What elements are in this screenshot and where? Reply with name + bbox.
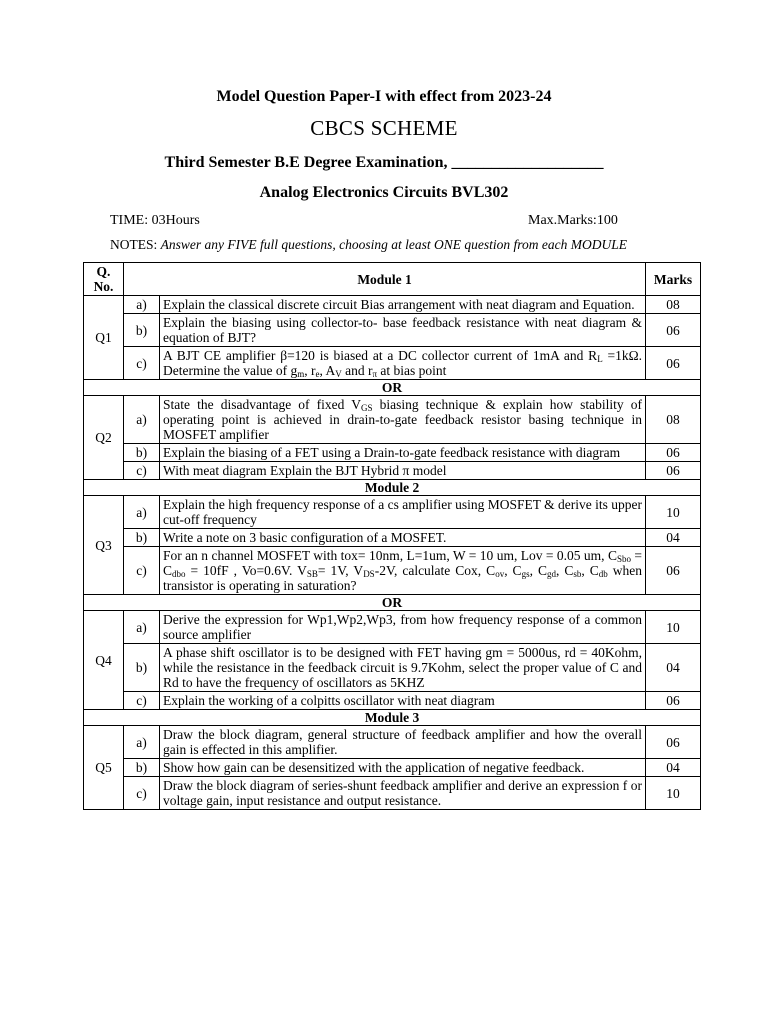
table-row (84, 296, 701, 314)
question-number: Q1 (84, 296, 124, 380)
question-number: Q3 (84, 496, 124, 595)
question-part: a) (124, 726, 160, 759)
question-marks: 04 (646, 759, 701, 777)
question-part: c) (124, 777, 160, 810)
question-part: a) (124, 496, 160, 529)
table-row (84, 444, 701, 462)
notes (110, 237, 627, 253)
question-text: Derive the expression for Wp1,Wp2,Wp3, from how frequency response of a common source amplifier (160, 611, 646, 644)
question-marks: 06 (646, 444, 701, 462)
table-header-row (84, 263, 701, 296)
question-marks: 06 (646, 347, 701, 380)
notes-text: Answer any FIVE full questions, choosing at least ONE question from each MODULE (160, 237, 627, 252)
qno-header: Q. No. (84, 263, 124, 296)
question-text: Explain the classical discrete circuit Bias arrangement with neat diagram and Equation. (160, 296, 646, 314)
question-number: Q2 (84, 396, 124, 480)
marks-header: Marks (646, 263, 701, 296)
question-text: For an n channel MOSFET with tox= 10nm, L=1um, W = 10 um, Lov = 0.05 um, $C_{Sbo} = C_{dbo} = 10fF$ , Vo=0.6V. $V_{SB}= 1V$, $V_{DS}-2V$, calculate Cox, $C_{ov}$, $C_{gs}$, $C_{gd}$, $C_{sb}$, $C_{db}$ when transistor is operating in saturation? (160, 547, 646, 595)
or-separator: OR (84, 380, 701, 396)
table-row (84, 496, 701, 529)
question-text: Write a note on 3 basic configuration of a MOSFET. (160, 529, 646, 547)
question-text: Show how gain can be desensitized with the application of negative feedback. (160, 759, 646, 777)
question-marks: 10 (646, 777, 701, 810)
question-marks: 10 (646, 496, 701, 529)
table-row (84, 726, 701, 759)
question-marks: 04 (646, 529, 701, 547)
question-text: Draw the block diagram of series-shunt feedback amplifier and derive an expression f or voltage gain, input resistance and output resistance. (160, 777, 646, 810)
question-text: A BJT CE amplifier β=120 is biased at a DC collector current of 1mA and $R_L =1k\Omega$. Determine the value of $g_m$, $r_e$, $A_V$ and $r_\pi$ at bias point (160, 347, 646, 380)
module-2-heading: Module 2 (84, 480, 701, 496)
question-marks: 04 (646, 644, 701, 692)
question-part: b) (124, 314, 160, 347)
notes-label: NOTES: (110, 237, 161, 252)
question-text: Explain the biasing using collector-to- base feedback resistance with neat diagram & equation of BJT? (160, 314, 646, 347)
exam-title: Third Semester B.E Degree Examination, ___________________ (164, 154, 604, 171)
question-part: a) (124, 611, 160, 644)
module-3-heading: Module 3 (84, 710, 701, 726)
question-marks: 08 (646, 296, 701, 314)
question-part: a) (124, 296, 160, 314)
paper-title: Model Question Paper-I with effect from 2023-24 (216, 88, 552, 105)
table-row (84, 692, 701, 710)
table-row (84, 547, 701, 595)
question-marks: 06 (646, 314, 701, 347)
table-row (84, 644, 701, 692)
question-part: b) (124, 759, 160, 777)
question-text: Explain the working of a colpitts oscillator with neat diagram (160, 692, 646, 710)
question-part: b) (124, 529, 160, 547)
question-text: A phase shift oscillator is to be designed with FET having gm = 5000us, rd = 40Kohm, while the resistance in the feedback circuit is 9.7Kohm, select the proper value of C and Rd to have the frequency of oscillators as 5KHZ (160, 644, 646, 692)
question-table (83, 262, 701, 810)
question-text: Explain the biasing of a FET using a Drain-to-gate feedback resistance with diagram (160, 444, 646, 462)
question-part: c) (124, 547, 160, 595)
question-text: With meat diagram Explain the BJT Hybrid π model (160, 462, 646, 480)
question-part: b) (124, 644, 160, 692)
question-text: Explain the high frequency response of a cs amplifier using MOSFET & derive its upper cut-off frequency (160, 496, 646, 529)
table-row (84, 396, 701, 444)
table-row (84, 611, 701, 644)
table-row (84, 314, 701, 347)
question-part: c) (124, 347, 160, 380)
question-marks: 10 (646, 611, 701, 644)
question-number: Q5 (84, 726, 124, 810)
question-marks: 08 (646, 396, 701, 444)
question-marks: 06 (646, 462, 701, 480)
question-number: Q4 (84, 611, 124, 710)
question-text: State the disadvantage of fixed $V_{GS}$ biasing technique & explain how stability of operating point is achieved in drain-to-gate feedback resistor basing technique in MOSFET amplifier (160, 396, 646, 444)
scheme-title: CBCS SCHEME (310, 116, 458, 140)
question-part: b) (124, 444, 160, 462)
table-row (84, 462, 701, 480)
question-text: Draw the block diagram, general structure of feedback amplifier and how the overall gain is effected in this amplifier. (160, 726, 646, 759)
subject-title: Analog Electronics Circuits BVL302 (259, 184, 509, 201)
table-row (84, 777, 701, 810)
question-part: c) (124, 462, 160, 480)
or-separator: OR (84, 595, 701, 611)
table-row (84, 759, 701, 777)
time-label: TIME: 03Hours (110, 213, 200, 228)
module-1-header: Module 1 (124, 263, 646, 296)
table-row (84, 529, 701, 547)
question-part: a) (124, 396, 160, 444)
table-row (84, 347, 701, 380)
max-marks-label: Max.Marks:100 (528, 213, 618, 228)
question-marks: 06 (646, 726, 701, 759)
question-marks: 06 (646, 692, 701, 710)
question-marks: 06 (646, 547, 701, 595)
question-part: c) (124, 692, 160, 710)
